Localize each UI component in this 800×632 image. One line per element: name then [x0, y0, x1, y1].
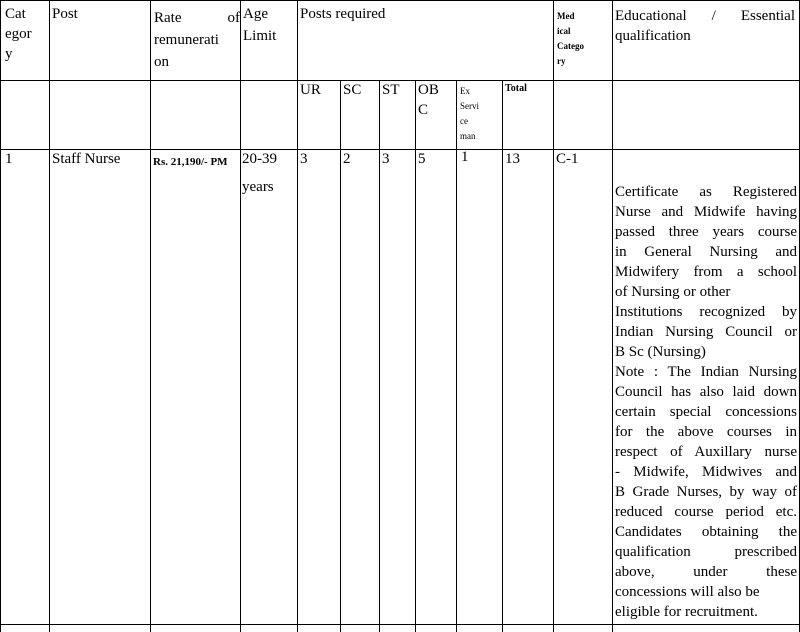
- qualification-line: reduced course period etc.: [615, 504, 797, 520]
- qualification-line: B Sc (Nursing): [615, 344, 706, 360]
- header-ex-line: ce: [460, 116, 468, 126]
- header-rate-line: remunerati: [154, 32, 219, 48]
- grid-line: [415, 80, 416, 632]
- grid-line: [502, 80, 503, 632]
- grid-line: [240, 0, 241, 632]
- header-rate-line: on: [154, 54, 169, 70]
- header-ex-line: Servi: [460, 101, 479, 111]
- qualification-line: B Grade Nurses, by way of: [615, 484, 797, 500]
- header-total: Total: [505, 83, 527, 94]
- header-obc-line: C: [418, 102, 429, 118]
- qualification-line: for the above courses in: [615, 424, 797, 440]
- header-sc: SC: [343, 82, 362, 98]
- header-category-line: y: [5, 46, 13, 62]
- header-rate-line: Rate: [154, 10, 182, 26]
- grid-line: [297, 0, 298, 632]
- header-qualification-line: /: [711, 8, 716, 24]
- header-medical-line: ical: [557, 26, 571, 36]
- qualification-line: Council has also laid down: [615, 384, 797, 400]
- grid-line: [150, 0, 151, 632]
- header-age-line: Age: [243, 6, 268, 22]
- row-age-line: 20-39: [242, 151, 277, 167]
- qualification-line: Candidates obtaining the: [615, 524, 797, 540]
- header-post: Post: [52, 6, 78, 22]
- header-age: [243, 4, 276, 46]
- row-post: Staff Nurse: [52, 151, 121, 167]
- row-sc: 2: [343, 151, 351, 167]
- header-rate-line: of: [227, 10, 240, 26]
- row-ur: 3: [300, 151, 308, 167]
- header-st: ST: [382, 82, 400, 98]
- grid-line: [612, 0, 613, 632]
- header-ex-serviceman: [460, 84, 479, 144]
- qualification-line: Institutions recognized by: [615, 304, 797, 320]
- header-qualification-line: qualification: [615, 28, 691, 44]
- header-ex-line: man: [460, 131, 476, 141]
- qualification-line: of Nursing or other: [615, 284, 731, 300]
- header-rate: [154, 8, 240, 72]
- qualification-line: respect of Auxillary nurse: [615, 444, 797, 460]
- header-qualification-line: Educational: [615, 8, 687, 24]
- qualification-line: concessions will also be: [615, 584, 760, 600]
- row-obc: 5: [418, 151, 426, 167]
- row-category: 1: [5, 151, 13, 167]
- row-qualification: [615, 182, 797, 622]
- header-ur: UR: [300, 82, 321, 98]
- header-posts-required: Posts required: [300, 6, 386, 22]
- header-age-line: Limit: [243, 28, 277, 44]
- grid-line: [0, 0, 1, 632]
- qualification-line: Note : The Indian Nursing: [615, 364, 797, 380]
- header-medical-line: ry: [557, 56, 566, 66]
- qualification-line: in General Nursing and: [615, 244, 797, 260]
- row-rate: Rs. 21,190/- PM: [153, 156, 228, 168]
- qualification-line: above, under these: [615, 564, 797, 580]
- header-obc-line: OB: [418, 82, 439, 98]
- row-ex-serviceman: 1: [461, 149, 469, 165]
- header-qualification: [615, 6, 795, 46]
- grid-line: [0, 624, 800, 625]
- row-medical: C-1: [556, 151, 579, 167]
- grid-line: [340, 80, 341, 632]
- header-category-line: Cat: [5, 6, 26, 22]
- header-medical-line: Med: [557, 11, 575, 21]
- header-medical-line: Catego: [557, 41, 584, 51]
- qualification-line: eligible for recruitment.: [615, 604, 758, 620]
- qualification-line: Nurse and Midwife having: [615, 204, 797, 220]
- header-obc: [418, 80, 439, 120]
- qualification-line: certain special concessions: [615, 404, 797, 420]
- qualification-line: Certificate as Registered: [615, 184, 797, 200]
- grid-line: [0, 80, 800, 81]
- qualification-line: passed three years course: [615, 224, 797, 240]
- grid-line: [49, 0, 50, 632]
- grid-line: [379, 80, 380, 632]
- row-age-line: years: [242, 179, 274, 195]
- header-category: [5, 4, 47, 64]
- header-ex-line: Ex: [460, 86, 470, 96]
- row-age: [242, 149, 277, 197]
- row-st: 3: [382, 151, 390, 167]
- header-medical: [557, 9, 584, 69]
- grid-line: [0, 0, 800, 1]
- grid-line: [553, 0, 554, 632]
- qualification-line: Indian Nursing Council or: [615, 324, 797, 340]
- qualification-line: Midwifery from a school: [615, 264, 797, 280]
- qualification-line: - Midwife, Midwives and: [615, 464, 797, 480]
- header-qualification-line: Essential: [740, 8, 795, 24]
- row-total: 13: [505, 151, 520, 167]
- qualification-line: qualification prescribed: [615, 544, 797, 560]
- header-category-line: egor: [5, 26, 32, 42]
- grid-line: [456, 80, 457, 632]
